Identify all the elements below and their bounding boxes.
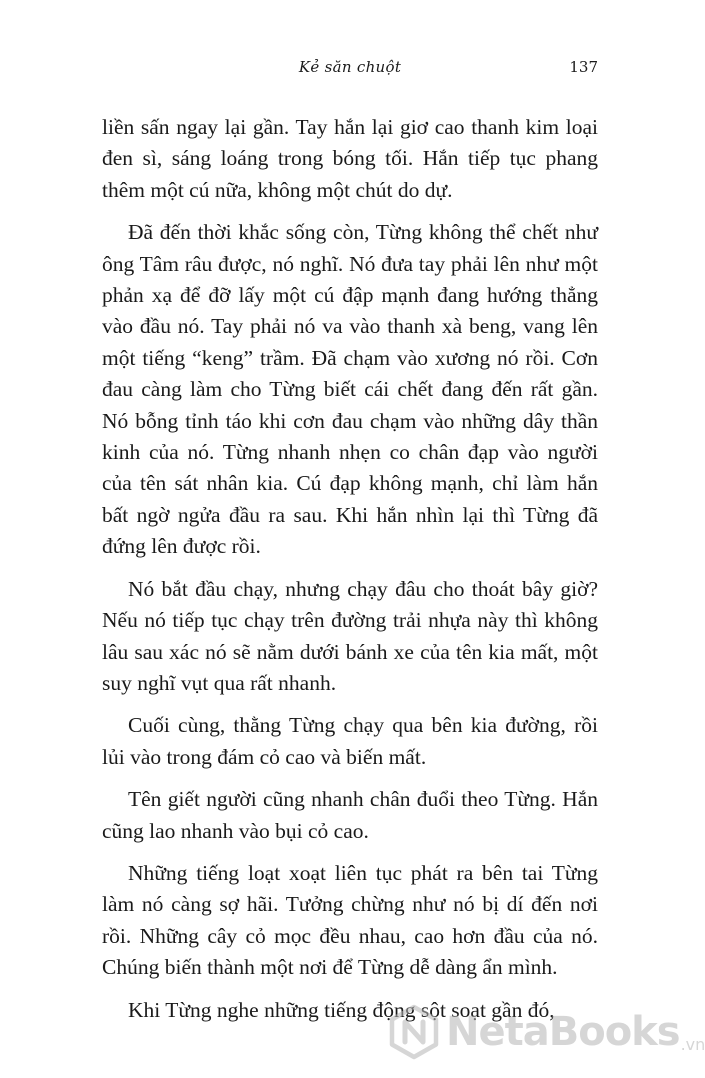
paragraph: Những tiếng loạt xoạt liên tục phát ra bên tai Từng làm nó càng sợ hãi. Tưởng chừng như nó bị dí đến nơi rồi. Những cây cỏ mọc đều nhau, cao hơn đầu của nó. Chúng biến thành một nơi để Từng dễ dàng ẩn mình. (102, 860, 598, 980)
page-number: 137 (569, 58, 598, 76)
body-text (102, 112, 598, 1037)
paragraph: Nó bắt đầu chạy, nhưng chạy đâu cho thoát bây giờ? Nếu nó tiếp tục chạy trên đường trải nhựa này thì không lâu sau xác nó sẽ nằm dưới bánh xe của tên kia mất, một suy nghĩ vụt qua rất nhanh. (102, 576, 598, 695)
paragraph: Đã đến thời khắc sống còn, Từng không thể chết như ông Tâm râu được, nó nghĩ. Nó đưa tay phải lên như một phản xạ để đỡ lấy một cú đập mạnh đang hướng thẳng vào đầu nó. Tay phải nó va vào thanh xà beng, vang lên một tiếng “keng” trầm. Đã chạm vào xương nó rồi. Cơn đau càng làm cho Từng biết cái chết đang đến rất gần. Nó bỗng tỉnh táo khi cơn đau chạm vào những dây thần kinh của nó. Từng nhanh nhẹn co chân đạp vào người của tên sát nhân kia. Cú đạp không mạnh, chỉ làm hắn bất ngờ ngửa đầu ra sau. Khi hắn nhìn lại thì Từng đã đứng lên được rồi. (102, 220, 598, 559)
paragraph: Cuối cùng, thằng Từng chạy qua bên kia đường, rồi lủi vào trong đám cỏ cao và biến mất. (102, 713, 598, 769)
paragraph: Tên giết người cũng nhanh chân đuổi theo Từng. Hắn cũng lao nhanh vào bụi cỏ cao. (102, 787, 598, 843)
watermark (386, 1000, 705, 1064)
netabooks-logo-icon (386, 1004, 442, 1060)
watermark-suffix: .vn (680, 1035, 705, 1054)
running-title: Kẻ săn chuột (298, 58, 402, 76)
watermark-brand: NetaBooks (446, 1009, 680, 1055)
paragraph: liền sấn ngay lại gần. Tay hắn lại giơ cao thanh kim loại đen sì, sáng loáng trong bóng tối. Hắn tiếp tục phang thêm một cú nữa, không một chút do dự. (102, 115, 598, 202)
paragraph: Khi Từng nghe những tiếng động sột soạt gần đó, (128, 997, 555, 1022)
running-header (102, 58, 598, 82)
